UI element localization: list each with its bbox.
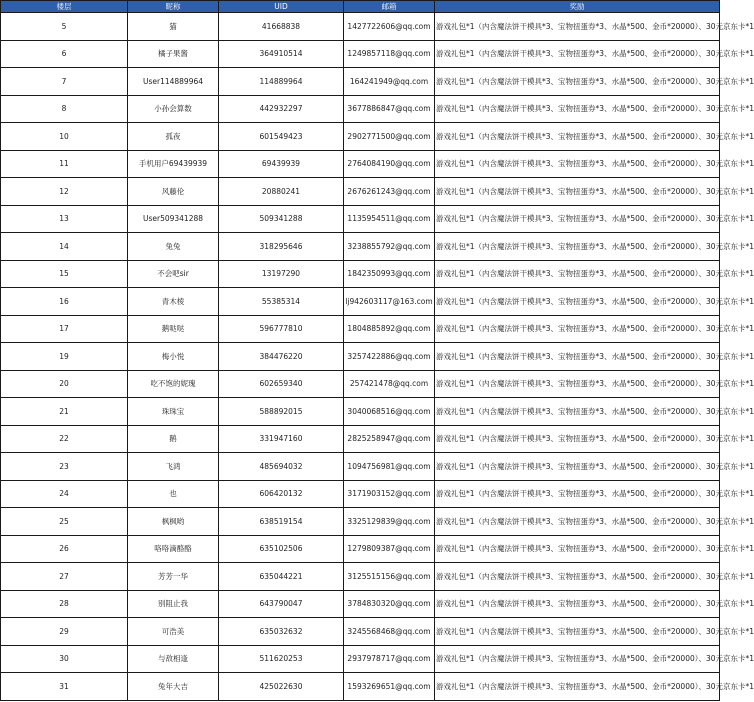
cell-uid: 20880241	[219, 178, 344, 206]
cell-floor: 16	[1, 288, 128, 316]
cell-uid: 588892015	[219, 398, 344, 426]
cell-email: 3677886847@qq.com	[344, 95, 435, 123]
header-email: 邮箱	[344, 1, 435, 13]
table-row	[1, 123, 720, 151]
cell-reward: 游戏礼包*1（内含魔法饼干模具*3、宝物扭蛋券*3、水晶*500、金币*20000）、30元京东卡*1	[435, 40, 720, 68]
table-row	[1, 370, 720, 398]
cell-email: 1279809387@qq.com	[344, 535, 435, 563]
cell-email: 1249857118@qq.com	[344, 40, 435, 68]
cell-reward: 游戏礼包*1（内含魔法饼干模具*3、宝物扭蛋券*3、水晶*500、金币*20000）、30元京东卡*1	[435, 13, 720, 41]
table-row	[1, 68, 720, 96]
cell-reward: 游戏礼包*1（内含魔法饼干模具*3、宝物扭蛋券*3、水晶*500、金币*20000）、30元京东卡*1	[435, 95, 720, 123]
cell-floor: 15	[1, 260, 128, 288]
cell-reward: 游戏礼包*1（内含魔法饼干模具*3、宝物扭蛋券*3、水晶*500、金币*20000）、30元京东卡*1	[435, 205, 720, 233]
cell-uid: 55385314	[219, 288, 344, 316]
cell-email: 3784830320@qq.com	[344, 590, 435, 618]
cell-nickname: 青木棱	[128, 288, 219, 316]
cell-nickname: 小孙会算数	[128, 95, 219, 123]
cell-uid: 638519154	[219, 508, 344, 536]
table-row	[1, 563, 720, 591]
cell-floor: 29	[1, 618, 128, 646]
cell-uid: 331947160	[219, 425, 344, 453]
cell-nickname: 风藤伦	[128, 178, 219, 206]
table-row	[1, 40, 720, 68]
cell-uid: 601549423	[219, 123, 344, 151]
cell-reward: 游戏礼包*1（内含魔法饼干模具*3、宝物扭蛋券*3、水晶*500、金币*20000）、30元京东卡*1	[435, 288, 720, 316]
table-row	[1, 13, 720, 41]
cell-reward: 游戏礼包*1（内含魔法饼干模具*3、宝物扭蛋券*3、水晶*500、金币*20000）、30元京东卡*1	[435, 480, 720, 508]
table-row	[1, 425, 720, 453]
cell-floor: 24	[1, 480, 128, 508]
cell-reward: 游戏礼包*1（内含魔法饼干模具*3、宝物扭蛋券*3、水晶*500、金币*20000）、30元京东卡*1	[435, 673, 720, 701]
cell-floor: 17	[1, 315, 128, 343]
cell-reward: 游戏礼包*1（内含魔法饼干模具*3、宝物扭蛋券*3、水晶*500、金币*20000）、30元京东卡*1	[435, 425, 720, 453]
cell-uid: 384476220	[219, 343, 344, 371]
cell-floor: 26	[1, 535, 128, 563]
cell-uid: 635032632	[219, 618, 344, 646]
cell-nickname: 与敌相逢	[128, 645, 219, 673]
cell-floor: 12	[1, 178, 128, 206]
cell-reward: 游戏礼包*1（内含魔法饼干模具*3、宝物扭蛋券*3、水晶*500、金币*20000）、30元京东卡*1	[435, 260, 720, 288]
cell-nickname: 也	[128, 480, 219, 508]
cell-nickname: 鹅	[128, 425, 219, 453]
cell-reward: 游戏礼包*1（内含魔法饼干模具*3、宝物扭蛋券*3、水晶*500、金币*20000）、30元京东卡*1	[435, 618, 720, 646]
table-row	[1, 453, 720, 481]
cell-nickname: 枫枫哟	[128, 508, 219, 536]
cell-uid: 602659340	[219, 370, 344, 398]
cell-nickname: 不会吧sir	[128, 260, 219, 288]
table-row	[1, 590, 720, 618]
cell-floor: 22	[1, 425, 128, 453]
cell-nickname: 兔兔	[128, 233, 219, 261]
cell-nickname: 珠珠宝	[128, 398, 219, 426]
table-row	[1, 673, 720, 701]
cell-email: 164241949@qq.com	[344, 68, 435, 96]
table-row	[1, 205, 720, 233]
cell-floor: 27	[1, 563, 128, 591]
cell-nickname: User509341288	[128, 205, 219, 233]
cell-uid: 643790047	[219, 590, 344, 618]
cell-email: 2764084190@qq.com	[344, 150, 435, 178]
cell-uid: 635102506	[219, 535, 344, 563]
cell-reward: 游戏礼包*1（内含魔法饼干模具*3、宝物扭蛋券*3、水晶*500、金币*20000）、30元京东卡*1	[435, 123, 720, 151]
cell-nickname: 咯咯滴酪酪	[128, 535, 219, 563]
table-row	[1, 288, 720, 316]
cell-nickname: 别阻止我	[128, 590, 219, 618]
cell-reward: 游戏礼包*1（内含魔法饼干模具*3、宝物扭蛋券*3、水晶*500、金币*20000）、30元京东卡*1	[435, 590, 720, 618]
cell-uid: 318295646	[219, 233, 344, 261]
cell-floor: 7	[1, 68, 128, 96]
cell-email: 1593269651@qq.com	[344, 673, 435, 701]
cell-uid: 509341288	[219, 205, 344, 233]
table-row	[1, 343, 720, 371]
cell-floor: 10	[1, 123, 128, 151]
cell-floor: 30	[1, 645, 128, 673]
cell-nickname: 橘子果酱	[128, 40, 219, 68]
cell-floor: 14	[1, 233, 128, 261]
cell-reward: 游戏礼包*1（内含魔法饼干模具*3、宝物扭蛋券*3、水晶*500、金币*20000）、30元京东卡*1	[435, 398, 720, 426]
cell-floor: 25	[1, 508, 128, 536]
cell-floor: 6	[1, 40, 128, 68]
cell-reward: 游戏礼包*1（内含魔法饼干模具*3、宝物扭蛋券*3、水晶*500、金币*20000）、30元京东卡*1	[435, 535, 720, 563]
cell-email: 1804885892@qq.com	[344, 315, 435, 343]
table-row	[1, 535, 720, 563]
cell-email: 2937978717@qq.com	[344, 645, 435, 673]
header-row	[1, 1, 720, 13]
cell-floor: 5	[1, 13, 128, 41]
cell-uid: 485694032	[219, 453, 344, 481]
cell-email: 3040068516@qq.com	[344, 398, 435, 426]
cell-nickname: 猫	[128, 13, 219, 41]
cell-nickname: User114889964	[128, 68, 219, 96]
cell-reward: 游戏礼包*1（内含魔法饼干模具*3、宝物扭蛋券*3、水晶*500、金币*20000）、30元京东卡*1	[435, 178, 720, 206]
table-row	[1, 150, 720, 178]
cell-email: 2676261243@qq.com	[344, 178, 435, 206]
cell-email: 3171903152@qq.com	[344, 480, 435, 508]
header-uid: UID	[219, 1, 344, 13]
cell-uid: 69439939	[219, 150, 344, 178]
cell-floor: 8	[1, 95, 128, 123]
cell-email: 3325129839@qq.com	[344, 508, 435, 536]
cell-uid: 606420132	[219, 480, 344, 508]
cell-nickname: 梅小悦	[128, 343, 219, 371]
cell-uid: 596777810	[219, 315, 344, 343]
cell-uid: 442932297	[219, 95, 344, 123]
cell-floor: 19	[1, 343, 128, 371]
table-row	[1, 95, 720, 123]
cell-reward: 游戏礼包*1（内含魔法饼干模具*3、宝物扭蛋券*3、水晶*500、金币*20000）、30元京东卡*1	[435, 150, 720, 178]
header-reward: 奖励	[435, 1, 720, 13]
cell-uid: 425022630	[219, 673, 344, 701]
cell-reward: 游戏礼包*1（内含魔法饼干模具*3、宝物扭蛋券*3、水晶*500、金币*20000）、30元京东卡*1	[435, 645, 720, 673]
cell-email: 3238855792@qq.com	[344, 233, 435, 261]
cell-nickname: 吃不饱的妮瑰	[128, 370, 219, 398]
cell-email: 3125515156@qq.com	[344, 563, 435, 591]
table-row	[1, 398, 720, 426]
table-row	[1, 480, 720, 508]
header-floor: 楼层	[1, 1, 128, 13]
cell-floor: 31	[1, 673, 128, 701]
cell-reward: 游戏礼包*1（内含魔法饼干模具*3、宝物扭蛋券*3、水晶*500、金币*20000）、30元京东卡*1	[435, 343, 720, 371]
table-row	[1, 618, 720, 646]
cell-uid: 41668838	[219, 13, 344, 41]
cell-nickname: 芳芳一华	[128, 563, 219, 591]
cell-floor: 11	[1, 150, 128, 178]
table-row	[1, 233, 720, 261]
table-row	[1, 645, 720, 673]
cell-email: 3257422886@qq.com	[344, 343, 435, 371]
cell-nickname: 飞鸿	[128, 453, 219, 481]
cell-floor: 21	[1, 398, 128, 426]
cell-email: lj942603117@163.com	[344, 288, 435, 316]
cell-nickname: 鹅哒哒	[128, 315, 219, 343]
cell-reward: 游戏礼包*1（内含魔法饼干模具*3、宝物扭蛋券*3、水晶*500、金币*20000）、30元京东卡*1	[435, 508, 720, 536]
table-row	[1, 508, 720, 536]
cell-email: 2902771500@qq.com	[344, 123, 435, 151]
cell-nickname: 兔年大吉	[128, 673, 219, 701]
cell-email: 1427722606@qq.com	[344, 13, 435, 41]
cell-email: 1135954511@qq.com	[344, 205, 435, 233]
cell-email: 3245568468@qq.com	[344, 618, 435, 646]
cell-nickname: 孤夜	[128, 123, 219, 151]
cell-email: 1842350993@qq.com	[344, 260, 435, 288]
cell-email: 257421478@qq.com	[344, 370, 435, 398]
cell-nickname: 手机用户69439939	[128, 150, 219, 178]
table-body	[1, 13, 754, 701]
header-nickname: 昵称	[128, 1, 219, 13]
cell-uid: 511620253	[219, 645, 344, 673]
cell-floor: 13	[1, 205, 128, 233]
cell-email: 1094756981@qq.com	[344, 453, 435, 481]
cell-reward: 游戏礼包*1（内含魔法饼干模具*3、宝物扭蛋券*3、水晶*500、金币*20000）、30元京东卡*1	[435, 68, 720, 96]
cell-reward: 游戏礼包*1（内含魔法饼干模具*3、宝物扭蛋券*3、水晶*500、金币*20000）、30元京东卡*1	[435, 370, 720, 398]
table-row	[1, 178, 720, 206]
cell-uid: 13197290	[219, 260, 344, 288]
cell-reward: 游戏礼包*1（内含魔法饼干模具*3、宝物扭蛋券*3、水晶*500、金币*20000）、30元京东卡*1	[435, 563, 720, 591]
cell-uid: 635044221	[219, 563, 344, 591]
cell-email: 2825258947@qq.com	[344, 425, 435, 453]
cell-uid: 114889964	[219, 68, 344, 96]
cell-floor: 20	[1, 370, 128, 398]
cell-floor: 23	[1, 453, 128, 481]
cell-reward: 游戏礼包*1（内含魔法饼干模具*3、宝物扭蛋券*3、水晶*500、金币*20000）、30元京东卡*1	[435, 233, 720, 261]
table-row	[1, 315, 720, 343]
cell-floor: 28	[1, 590, 128, 618]
cell-nickname: 可浩美	[128, 618, 219, 646]
cell-reward: 游戏礼包*1（内含魔法饼干模具*3、宝物扭蛋券*3、水晶*500、金币*20000）、30元京东卡*1	[435, 453, 720, 481]
table-row	[1, 260, 720, 288]
cell-uid: 364910514	[219, 40, 344, 68]
cell-reward: 游戏礼包*1（内含魔法饼干模具*3、宝物扭蛋券*3、水晶*500、金币*20000）、30元京东卡*1	[435, 315, 720, 343]
